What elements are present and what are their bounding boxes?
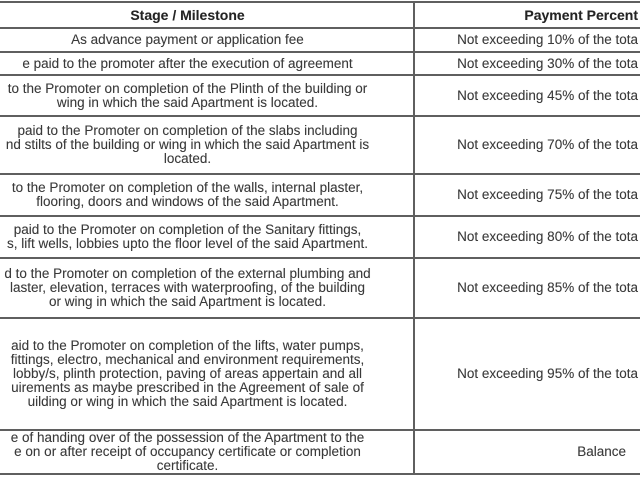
stage-line: uirements as maybe prescribed in the Agreement of sale of [11, 380, 364, 395]
payment-cell: Not exceeding 30% of the tota [457, 55, 638, 71]
table-row [0, 29, 640, 53]
stage-cell [0, 175, 415, 215]
stage-line: flooring, doors and windows of the said Apartment. [36, 194, 339, 209]
table-row [0, 175, 640, 217]
payment-cell: Balance [577, 444, 626, 459]
table-row [0, 53, 640, 76]
stage-cell [0, 29, 415, 51]
stage-line: wing in which the said Apartment is located. [56, 94, 319, 110]
stage-line: aid to the Promoter on completion of the lifts, water pumps, [11, 338, 364, 353]
stage-line: to the Promoter on completion of the Plinth of the building or [7, 80, 368, 96]
stage-line: certificate. [156, 458, 219, 473]
stage-line: to the Promoter on completion of the walls, internal plaster, [11, 180, 364, 195]
table-row [0, 217, 640, 259]
stage-line: or wing in which the said Apartment is located. [49, 294, 326, 309]
stage-line: uilding or wing in which the said Apartment is located. [27, 394, 348, 409]
payment-header-cell: Payment Percent [524, 7, 638, 23]
stage-header-cell [0, 3, 415, 27]
stage-cell [0, 431, 415, 473]
stage-cell [0, 76, 415, 115]
stage-line: e on or after receipt of occupancy certificate or completion [14, 444, 361, 459]
table-row [0, 431, 640, 475]
stage-line: lobby/s, plinth protection, paving of areas appertain and all [13, 366, 362, 381]
payment-cell: Not exceeding 85% of the tota [457, 280, 638, 295]
payment-cell: Not exceeding 75% of the tota [457, 187, 638, 202]
stage-line: paid to the Promoter on completion of the Sanitary fittings, [13, 222, 362, 237]
stage-line: located. [163, 151, 212, 166]
table-row [0, 117, 640, 175]
stage-line: As advance payment or application fee [71, 32, 304, 47]
payment-cell: Not exceeding 80% of the tota [457, 229, 638, 244]
stage-line: s, lift wells, lobbies upto the floor level of the said Apartment. [7, 236, 368, 251]
stage-line: e of handing over of the possession of the Apartment to the [10, 430, 365, 445]
stage-line: nd stilts of the building or wing in which the said Apartment is [5, 137, 370, 152]
table-row [0, 319, 640, 431]
stage-cell [0, 217, 415, 257]
stage-cell [0, 259, 415, 317]
stage-line: e paid to the promoter after the execution of agreement [22, 55, 353, 71]
stage-line: d to the Promoter on completion of the external plumbing and [4, 266, 371, 281]
table-row [0, 259, 640, 319]
header-row [0, 3, 640, 29]
stage-cell [0, 319, 415, 429]
stage-line: laster, elevation, terraces with waterproofing, of the building [10, 280, 365, 295]
payment-cell: Not exceeding 10% of the tota [457, 32, 638, 47]
stage-line: paid to the Promoter on completion of the slabs including [17, 123, 358, 138]
payment-cell: Not exceeding 45% of the tota [457, 87, 638, 103]
stage-line: fittings, electro, mechanical and environment requirements, [10, 352, 365, 367]
payment-schedule-table [0, 1, 640, 475]
stage-cell [0, 53, 415, 74]
stage-cell [0, 117, 415, 173]
payment-cell: Not exceeding 70% of the tota [457, 137, 638, 152]
payment-cell: Not exceeding 95% of the tota [457, 366, 638, 381]
stage-header-label: Stage / Milestone [130, 7, 245, 23]
table-row [0, 76, 640, 117]
